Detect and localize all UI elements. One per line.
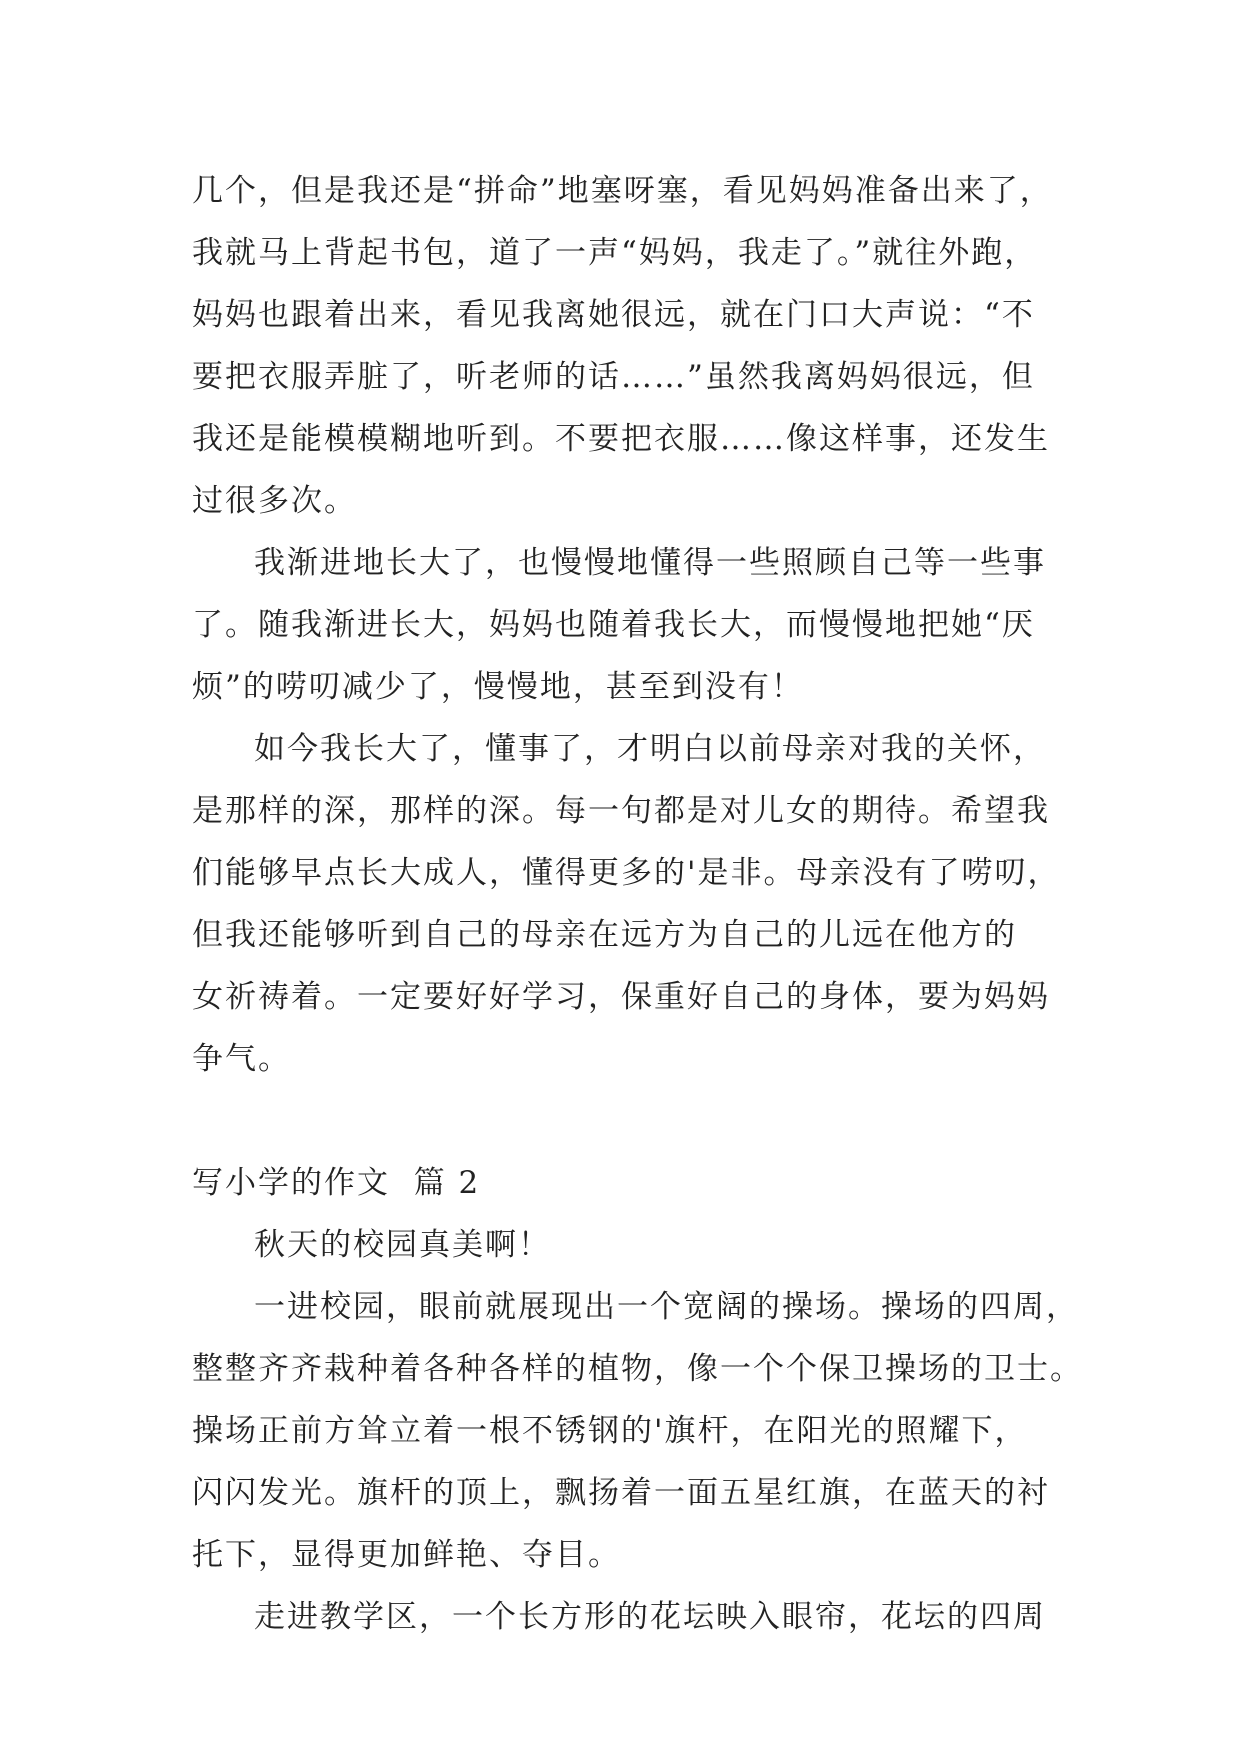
text-line: 几个，但是我还是“拼命”地塞呀塞，看见妈妈准备出来了， [192,173,1053,209]
text-line: 是那样的深，那样的深。每一句都是对儿女的期待。希望我 [192,793,1050,829]
text-line: 们能够早点长大成人，懂得更多的'是非。母亲没有了唠叨， [192,855,1061,891]
text-line: 托下，显得更加鲜艳、夺目。 [192,1537,621,1573]
paragraph-growing-up [192,532,1072,718]
text-line: 但我还能够听到自己的母亲在远方为自己的儿远在他方的 [192,917,1017,953]
paragraph-reflection [192,718,1072,1090]
text-line: 妈妈也跟着出来，看见我离她很远，就在门口大声说：“不 [192,297,1035,333]
text-line: 如今我长大了，懂事了，才明白以前母亲对我的关怀， [254,731,1046,767]
text-line: 闪闪发光。旗杆的顶上，飘扬着一面五星红旗，在蓝天的衬 [192,1475,1050,1511]
paragraph-teaching-area [192,1586,1072,1648]
text-line: 整整齐齐栽种着各种各样的植物，像一个个保卫操场的卫士。 [192,1351,1083,1387]
text-line: 了。随我渐进长大，妈妈也随着我长大，而慢慢地把她“厌 [192,607,1035,643]
paragraph-playground [192,1276,1083,1586]
paragraph-autumn-intro [192,1214,1072,1276]
text-line: 要把衣服弄脏了，听老师的话……”虽然我离妈妈很远，但 [192,359,1035,395]
text-line: 操场正前方耸立着一根不锈钢的'旗杆，在阳光的照耀下， [192,1413,1028,1449]
document-body [192,160,1083,1648]
text-line: 我渐进地长大了，也慢慢地懂得一些照顾自己等一些事 [254,545,1046,581]
paragraph-continuation [192,160,1072,532]
text-line: 秋天的校园真美啊！ [254,1227,551,1263]
text-line: 走进教学区，一个长方形的花坛映入眼帘，花坛的四周 [254,1599,1046,1635]
text-line: 女祈祷着。一定要好好学习，保重好自己的身体，要为妈妈 [192,979,1050,1015]
text-line: 我还是能模模糊地听到。不要把衣服……像这样事，还发生 [192,421,1050,457]
text-line: 争气。 [192,1041,291,1077]
text-line: 过很多次。 [192,483,357,519]
text-line: 烦”的唠叨减少了，慢慢地，甚至到没有！ [192,669,804,705]
text-line: 一进校园，眼前就展现出一个宽阔的操场。操场的四周， [254,1289,1079,1325]
section-title: 写小学的作文 篇 2 [192,1165,481,1201]
text-line: 我就马上背起书包，道了一声“妈妈，我走了。”就往外跑， [192,235,1038,271]
